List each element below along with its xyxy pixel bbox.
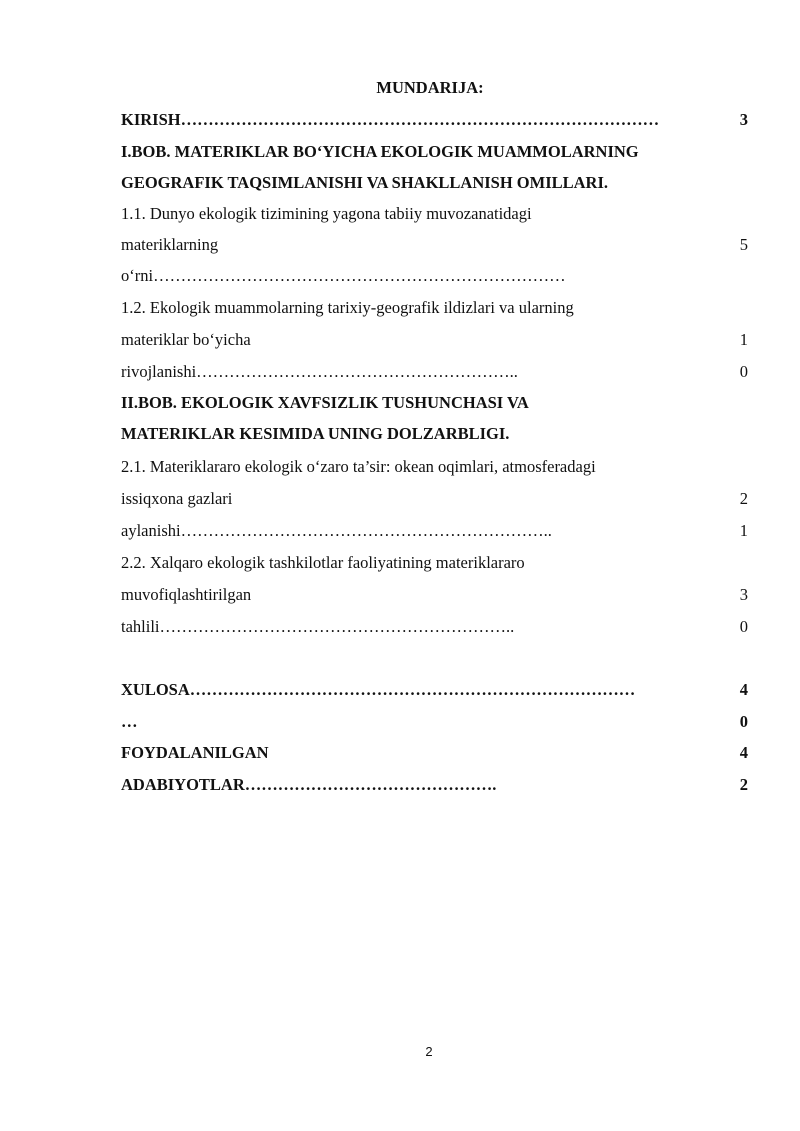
- toc-entry: 2.2. Xalqaro ekologik tashkilotlar faoliyatining materiklararo: [121, 553, 525, 572]
- toc-page-number: 3: [739, 585, 748, 604]
- toc-entry: o‘rni…………………………………………………………………: [121, 266, 566, 285]
- toc-page-number: 4: [739, 680, 748, 699]
- toc-page-number: 0: [739, 617, 748, 636]
- toc-entry: MATERIKLAR KESIMIDA UNING DOLZARBLIGI.: [121, 424, 510, 443]
- toc-entry: II.BOB. EKOLOGIK XAVFSIZLIK TUSHUNCHASI VA: [121, 393, 529, 412]
- toc-entry: issiqxona gazlari: [121, 489, 233, 508]
- toc-page-number: 4: [739, 743, 748, 762]
- toc-entry: XULOSA………………………………………………………………………: [121, 680, 636, 699]
- toc-page-number: 1: [739, 521, 748, 540]
- toc-entry: aylanishi…………………………………………………………..: [121, 521, 552, 540]
- toc-page-number: 3: [739, 110, 748, 129]
- toc-entry: 2.1. Materiklararo ekologik o‘zaro ta’sir: okean oqimlari, atmosferadagi: [121, 457, 596, 476]
- toc-entry: I.BOB. MATERIKLAR BO‘YICHA EKOLOGIK MUAMMOLARNING: [121, 142, 639, 161]
- toc-page-number: 2: [739, 775, 748, 794]
- toc-entry: ADABIYOTLAR……………………………………….: [121, 775, 497, 794]
- toc-entry: 1.2. Ekologik muammolarning tarixiy-geografik ildizlari va ularning: [121, 298, 574, 317]
- toc-entry: materiklarning: [121, 235, 219, 254]
- toc-entry: rivojlanishi…………………………………………………..: [121, 362, 518, 381]
- toc-page-number: 0: [739, 362, 748, 381]
- page-number: 2: [425, 1044, 433, 1059]
- toc-entry: FOYDALANILGAN: [121, 743, 269, 762]
- toc-entry: tahlili………………………………………………………..: [121, 617, 515, 636]
- toc-page-number: 5: [739, 235, 748, 254]
- toc-entry: …: [121, 712, 138, 731]
- toc-page-number: 2: [739, 489, 748, 508]
- toc-title: MUNDARIJA:: [376, 78, 484, 97]
- toc-entry: KIRISH……………………………………………………………………………: [121, 110, 660, 129]
- toc-entry: muvofiqlashtirilgan: [121, 585, 252, 604]
- toc-entry: 1.1. Dunyo ekologik tizimining yagona tabiiy muvozanatidagi: [121, 204, 532, 223]
- toc-entry: materiklar bo‘yicha: [121, 330, 251, 349]
- toc-page-number: 0: [739, 712, 748, 731]
- toc-entry: GEOGRAFIK TAQSIMLANISHI VA SHAKLLANISH OMILLARI.: [121, 173, 609, 192]
- toc-page-number: 1: [739, 330, 748, 349]
